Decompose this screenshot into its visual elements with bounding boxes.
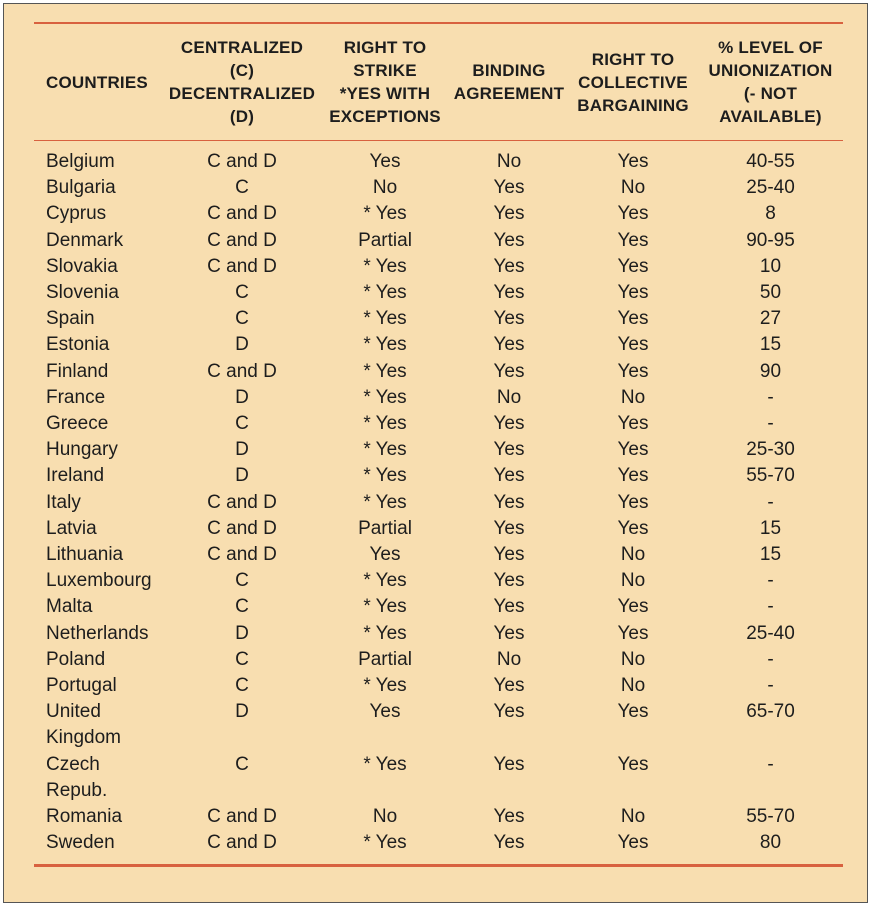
right-to-strike-cell: Yes <box>369 701 401 723</box>
right-to-strike-cell: * Yes <box>363 491 407 513</box>
country-cell: Italy <box>46 491 81 513</box>
right-to-strike-cell: * Yes <box>363 465 407 487</box>
binding-agreement-cell: Yes <box>493 570 525 592</box>
binding-agreement-cell: Yes <box>493 413 525 435</box>
right-to-strike-cell: Yes <box>369 151 401 172</box>
binding-agreement-cell: Yes <box>493 203 525 225</box>
right-to-strike-cell: Partial <box>358 229 412 251</box>
unionization-cell: 8 <box>765 203 776 225</box>
collective-bargaining-cell: Yes <box>617 203 649 225</box>
country-cell: Luxembourg <box>46 570 152 592</box>
table-body <box>34 140 843 856</box>
table-row <box>34 411 843 437</box>
header-row <box>34 24 843 140</box>
unionization-cell: 25-40 <box>746 177 795 199</box>
unionization-cell: 65-70 <box>746 701 795 723</box>
binding-agreement-cell: Yes <box>493 282 525 304</box>
table-row <box>34 516 843 542</box>
binding-agreement-cell: Yes <box>493 177 525 199</box>
table-row <box>34 568 843 594</box>
unionization-cell: 25-30 <box>746 439 795 461</box>
unionization-cell: - <box>767 491 774 513</box>
right-to-strike-cell: * Yes <box>363 439 407 461</box>
right-to-strike-cell: Yes <box>369 544 401 566</box>
collective-bargaining-cell: Yes <box>617 282 649 304</box>
country-cell: Romania <box>46 806 123 828</box>
table-row <box>34 280 843 306</box>
table-panel <box>3 3 868 903</box>
country-cell: Netherlands <box>46 622 149 644</box>
table-row <box>34 490 843 516</box>
unionization-cell: 15 <box>759 517 782 539</box>
country-cell: Finland <box>46 360 109 382</box>
collective-bargaining-cell: No <box>620 386 646 408</box>
right-to-strike-cell: No <box>372 177 398 199</box>
right-to-strike-cell: Partial <box>358 648 412 670</box>
country-cell: Latvia <box>46 517 97 539</box>
collective-bargaining-cell: Yes <box>617 334 649 356</box>
bottom-rule <box>34 864 843 867</box>
collective-bargaining-cell: No <box>620 544 646 566</box>
header-centralized: CENTRALIZED (C) DECENTRALIZED (D) <box>168 38 316 126</box>
table-row <box>34 254 843 280</box>
collective-bargaining-cell: Yes <box>617 308 649 330</box>
collective-bargaining-cell: Yes <box>617 229 649 251</box>
centralized-cell: C and D <box>207 360 277 382</box>
country-cell: Slovakia <box>46 255 118 277</box>
binding-agreement-cell: Yes <box>493 701 525 723</box>
table-row <box>34 175 843 201</box>
country-cell: Belgium <box>46 151 115 172</box>
binding-agreement-cell: Yes <box>493 360 525 382</box>
centralized-cell: C <box>235 413 249 435</box>
country-cell: France <box>46 386 106 408</box>
centralized-cell: C <box>235 648 249 670</box>
table-row <box>34 201 843 227</box>
country-cell: Lithuania <box>46 544 124 566</box>
unionization-table <box>34 24 843 856</box>
binding-agreement-cell: No <box>496 648 522 670</box>
binding-agreement-cell: Yes <box>493 832 525 854</box>
header-countries: COUNTRIES <box>46 72 148 92</box>
collective-bargaining-cell: Yes <box>617 465 649 487</box>
header-collective-bargaining: RIGHT TO COLLECTIVE BARGAINING <box>577 49 689 115</box>
binding-agreement-cell: Yes <box>493 439 525 461</box>
binding-agreement-cell: Yes <box>493 753 525 775</box>
collective-bargaining-cell: Yes <box>617 622 649 644</box>
binding-agreement-cell: Yes <box>493 308 525 330</box>
country-cell: Portugal <box>46 675 117 697</box>
country-cell: Denmark <box>46 229 124 251</box>
collective-bargaining-cell: No <box>620 570 646 592</box>
unionization-cell: 55-70 <box>746 465 795 487</box>
centralized-cell: C and D <box>207 832 277 854</box>
unionization-cell: 50 <box>759 282 782 304</box>
centralized-cell: D <box>235 465 249 487</box>
collective-bargaining-cell: No <box>620 648 646 670</box>
binding-agreement-cell: Yes <box>493 806 525 828</box>
centralized-cell: C and D <box>207 203 277 225</box>
unionization-cell: - <box>767 570 774 592</box>
country-cell: Hungary <box>46 439 118 461</box>
table-row <box>34 647 843 673</box>
right-to-strike-cell: * Yes <box>363 255 407 277</box>
unionization-cell: 27 <box>759 308 782 330</box>
table-row <box>34 437 843 463</box>
country-cell: United Kingdom <box>46 701 121 749</box>
right-to-strike-cell: * Yes <box>363 282 407 304</box>
country-cell: Bulgaria <box>46 177 116 199</box>
centralized-cell: D <box>235 334 249 356</box>
binding-agreement-cell: Yes <box>493 517 525 539</box>
country-cell: Malta <box>46 596 93 618</box>
binding-agreement-cell: Yes <box>493 675 525 697</box>
collective-bargaining-cell: Yes <box>617 360 649 382</box>
unionization-cell: 10 <box>759 255 782 277</box>
centralized-cell: C and D <box>207 544 277 566</box>
unionization-cell: 55-70 <box>746 806 795 828</box>
collective-bargaining-cell: No <box>620 675 646 697</box>
collective-bargaining-cell: Yes <box>617 753 649 775</box>
binding-agreement-cell: No <box>496 151 522 172</box>
binding-agreement-cell: Yes <box>493 596 525 618</box>
centralized-cell: C and D <box>207 491 277 513</box>
centralized-cell: C <box>235 570 249 592</box>
unionization-cell: 40-55 <box>746 151 795 172</box>
unionization-cell: - <box>767 675 774 697</box>
binding-agreement-cell: Yes <box>493 491 525 513</box>
centralized-cell: C and D <box>207 517 277 539</box>
right-to-strike-cell: * Yes <box>363 386 407 408</box>
centralized-cell: C <box>235 596 249 618</box>
binding-agreement-cell: No <box>496 386 522 408</box>
right-to-strike-cell: * Yes <box>363 334 407 356</box>
binding-agreement-cell: Yes <box>493 334 525 356</box>
country-cell: Spain <box>46 308 95 330</box>
country-cell: Slovenia <box>46 282 119 304</box>
country-cell: Czech Repub. <box>46 753 108 801</box>
table-row <box>34 385 843 411</box>
unionization-cell: 15 <box>759 334 782 356</box>
binding-agreement-cell: Yes <box>493 229 525 251</box>
right-to-strike-cell: * Yes <box>363 753 407 775</box>
centralized-cell: D <box>235 386 249 408</box>
table-row <box>34 804 843 830</box>
table-row <box>34 673 843 699</box>
right-to-strike-cell: * Yes <box>363 832 407 854</box>
table-row <box>34 621 843 647</box>
centralized-cell: D <box>235 622 249 644</box>
right-to-strike-cell: * Yes <box>363 360 407 382</box>
collective-bargaining-cell: Yes <box>617 832 649 854</box>
collective-bargaining-cell: Yes <box>617 255 649 277</box>
right-to-strike-cell: * Yes <box>363 203 407 225</box>
unionization-cell: 15 <box>759 544 782 566</box>
table-row <box>34 699 843 751</box>
table-row <box>34 228 843 254</box>
table-row <box>34 359 843 385</box>
right-to-strike-cell: * Yes <box>363 570 407 592</box>
table-row <box>34 140 843 175</box>
country-cell: Ireland <box>46 465 105 487</box>
header-binding-agreement: BINDING AGREEMENT <box>453 61 565 103</box>
right-to-strike-cell: * Yes <box>363 413 407 435</box>
binding-agreement-cell: Yes <box>493 544 525 566</box>
centralized-cell: C <box>235 177 249 199</box>
unionization-cell: 25-40 <box>746 622 795 644</box>
country-cell: Sweden <box>46 832 115 854</box>
collective-bargaining-cell: Yes <box>617 439 649 461</box>
centralized-cell: C and D <box>207 255 277 277</box>
centralized-cell: C <box>235 675 249 697</box>
unionization-cell: 90 <box>759 360 782 382</box>
collective-bargaining-cell: No <box>620 177 646 199</box>
unionization-cell: 80 <box>759 832 782 854</box>
centralized-cell: D <box>235 439 249 461</box>
centralized-cell: C <box>235 308 249 330</box>
table-row <box>34 830 843 856</box>
unionization-cell: - <box>767 386 774 408</box>
collective-bargaining-cell: Yes <box>617 491 649 513</box>
country-cell: Poland <box>46 648 106 670</box>
centralized-cell: D <box>235 701 249 723</box>
unionization-cell: - <box>767 648 774 670</box>
collective-bargaining-cell: No <box>620 806 646 828</box>
centralized-cell: C and D <box>207 806 277 828</box>
right-to-strike-cell: * Yes <box>363 596 407 618</box>
table-row <box>34 752 843 804</box>
binding-agreement-cell: Yes <box>493 465 525 487</box>
centralized-cell: C <box>235 753 249 775</box>
unionization-cell: 90-95 <box>746 229 795 251</box>
table-row <box>34 463 843 489</box>
country-cell: Cyprus <box>46 203 107 225</box>
table-row <box>34 594 843 620</box>
right-to-strike-cell: Partial <box>358 517 412 539</box>
right-to-strike-cell: * Yes <box>363 675 407 697</box>
table-row <box>34 332 843 358</box>
collective-bargaining-cell: Yes <box>617 413 649 435</box>
header-right-to-strike: RIGHT TO STRIKE *YES WITH EXCEPTIONS <box>329 38 441 126</box>
unionization-cell: - <box>767 753 774 775</box>
binding-agreement-cell: Yes <box>493 622 525 644</box>
binding-agreement-cell: Yes <box>493 255 525 277</box>
right-to-strike-cell: * Yes <box>363 622 407 644</box>
collective-bargaining-cell: Yes <box>617 701 649 723</box>
country-cell: Greece <box>46 413 109 435</box>
table-row <box>34 306 843 332</box>
unionization-cell: - <box>767 413 774 435</box>
right-to-strike-cell: No <box>372 806 398 828</box>
centralized-cell: C <box>235 282 249 304</box>
centralized-cell: C and D <box>207 229 277 251</box>
collective-bargaining-cell: Yes <box>617 596 649 618</box>
header-unionization-level: % LEVEL OF UNIONIZATION (- NOT AVAILABLE) <box>708 38 833 126</box>
unionization-cell: - <box>767 596 774 618</box>
centralized-cell: C and D <box>207 151 277 172</box>
country-cell: Estonia <box>46 334 110 356</box>
collective-bargaining-cell: Yes <box>617 151 649 172</box>
collective-bargaining-cell: Yes <box>617 517 649 539</box>
table-row <box>34 542 843 568</box>
right-to-strike-cell: * Yes <box>363 308 407 330</box>
